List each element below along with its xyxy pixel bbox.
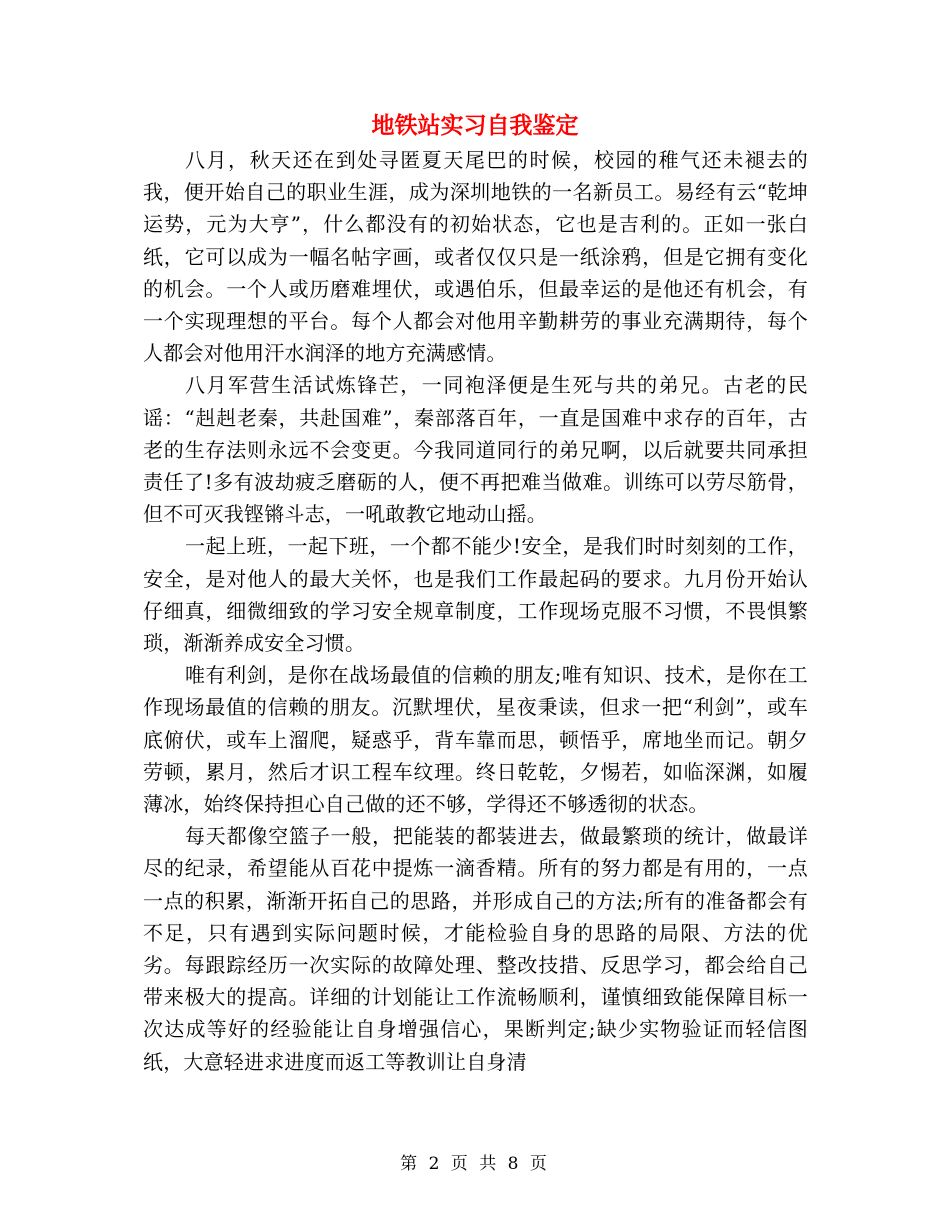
paragraph-5: 每天都像空篮子一般，把能装的都装进去，做最繁琐的统计，做最详尽的纪录，希望能从百花中提炼一滴香精。所有的努力都是有用的，一点一点的积累，渐渐开拓自己的思路，并形成自己的方法;所有的准备都会有不足，只有遇到实际问题时候，才能检验自身的思路的局限、方法的优劣。每跟踪经历一次实际的故障处理、整改技措、反思学习，都会给自己带来极大的提高。详细的计划能让工作流畅顺利，谨慎细致能保障目标一次达成等好的经验能让自身增强信心，果断判定;缺少实物验证而轻信图纸，大意轻进求进度而返工等教训让自身清 [143,824,808,1074]
paragraph-4: 唯有利剑，是你在战场最值的信赖的朋友;唯有知识、技术，是你在工作现场最值的信赖的朋友。沉默埋伏，星夜秉读，但求一把“利剑”，或车底俯伏，或车上溜爬，疑惑乎，背车靠而思，顿悟乎，席地坐而记。朝夕劳顿，累月，然后才识工程车纹理。终日乾乾，夕惕若，如临深渊，如履薄冰，始终保持担心自己做的还不够，学得还不够透彻的状态。 [143,663,808,817]
paragraph-1: 八月，秋天还在到处寻匿夏天尾巴的时候，校园的稚气还未褪去的我，便开始自己的职业生涯，成为深圳地铁的一名新员工。易经有云“乾坤运势，元为大亨”，什么都没有的初始状态，它也是吉利的。正如一张白纸，它可以成为一幅名帖字画，或者仅仅只是一纸涂鸦，但是它拥有变化的机会。一个人或历磨难埋伏，或遇伯乐，但最幸运的是他还有机会，有一个实现理想的平台。每个人都会对他用辛勤耕劳的事业充满期待，每个人都会对他用汗水润泽的地方充满感情。 [143,148,808,366]
paragraph-3: 一起上班，一起下班，一个都不能少!安全，是我们时时刻刻的工作，安全，是对他人的最大关怀，也是我们工作最起码的要求。九月份开始认仔细真，细微细致的学习安全规章制度，工作现场克服不习惯，不畏惧繁琐，渐渐养成安全习惯。 [143,534,808,656]
paragraph-2: 八月军营生活试炼锋芒，一同袍泽便是生死与共的弟兄。古老的民谣：“赳赳老秦，共赴国难”，秦部落百年，一直是国难中求存的百年，古老的生存法则永远不会变更。今我同道同行的弟兄啊，以后就要共同承担责任了!多有波劫疲乏磨砺的人，便不再把难当做难。训练可以劳尽筋骨，但不可灭我铿锵斗志，一吼敢教它地动山摇。 [143,373,808,527]
document-body [143,144,808,1078]
page-number-footer: 第 2 页 共 8 页 [400,1154,550,1174]
document-title: 地铁站实习自我鉴定 [371,113,579,139]
